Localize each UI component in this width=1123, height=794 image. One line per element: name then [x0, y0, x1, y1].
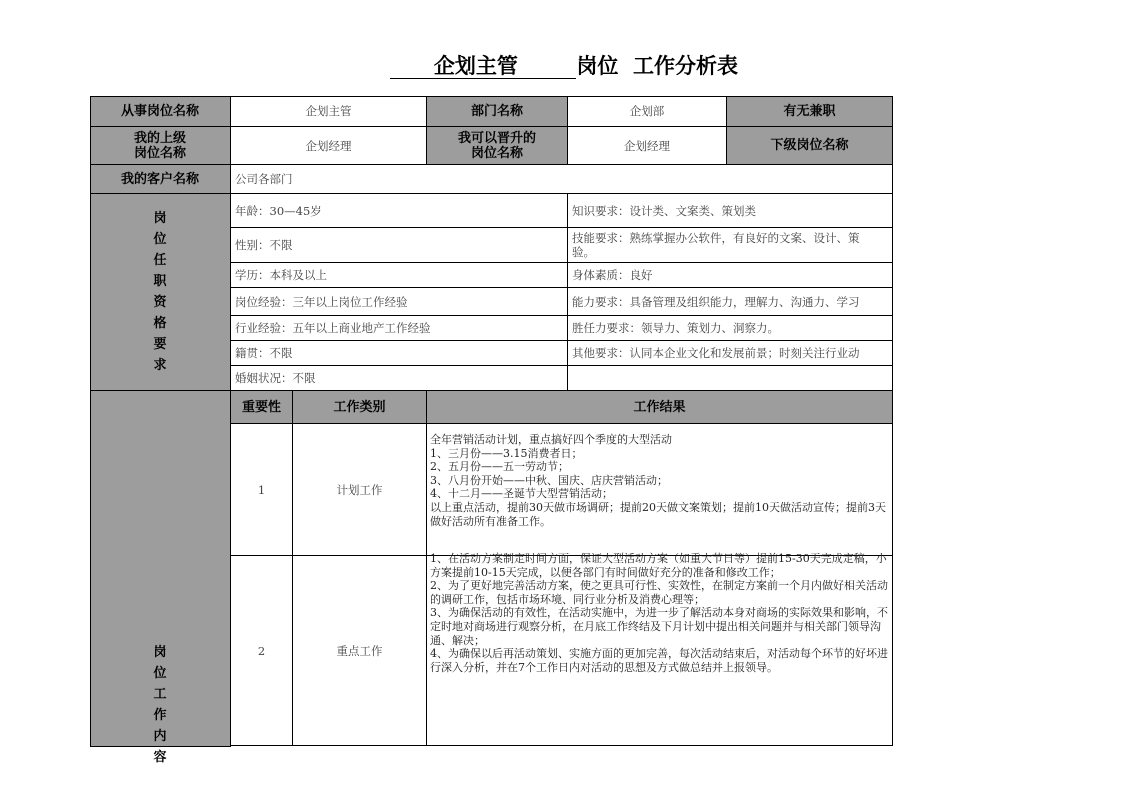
section-label-char: 岗 — [153, 211, 167, 226]
qualification-left-item[interactable]: 行业经验：五年以上商业地产工作经验 — [231, 316, 568, 341]
position-name-label: 从事岗位名称 — [90, 96, 231, 127]
row-2-importance[interactable]: 2 — [231, 556, 293, 746]
qualification-right-item[interactable] — [568, 366, 893, 391]
analysis-table — [90, 96, 893, 765]
qualification-right-item[interactable]: 知识要求：设计类、文案类、策划类 — [568, 194, 893, 228]
position-name-value[interactable]: 企划主管 — [231, 96, 427, 127]
qualification-left-item[interactable]: 婚姻状况：不限 — [231, 366, 568, 391]
qualification-right-item[interactable]: 其他要求：认同本企业文化和发展前景；时刻关注行业动 — [568, 341, 893, 366]
qualification-right-item[interactable]: 技能要求：熟练掌握办公软件，有良好的文案、设计、策 验。 — [568, 228, 893, 263]
qualification-left-item[interactable]: 岗位经验：三年以上岗位工作经验 — [231, 288, 568, 316]
client-label: 我的客户名称 — [90, 165, 231, 194]
qualification-left-item[interactable]: 籍贯：不限 — [231, 341, 568, 366]
qualification-right-item[interactable]: 胜任力要求：领导力、策划力、洞察力。 — [568, 316, 893, 341]
section-label-char: 资 — [153, 295, 167, 310]
title-role: 企划主管 — [433, 54, 518, 78]
section-label-char: 岗 — [153, 645, 167, 660]
row-1-importance[interactable]: 1 — [231, 424, 293, 556]
qualification-section-label — [90, 194, 231, 391]
concurrent-label: 有无兼职 — [727, 96, 893, 127]
qualification-left-item[interactable]: 学历：本科及以上 — [231, 263, 568, 288]
row-1-result[interactable]: 全年营销活动计划，重点搞好四个季度的大型活动 1、三月份——3.15消费者日； 2、五月份——五一劳动节； 3、八月份开始——中秋、国庆、店庆营销活动； 4、十二月——圣诞节大型营销活动； 以上重点活动，提前30天做市场调研；提前20天做文案策划；提前10天做活动宣传；提前3天做好活动所有准备工作。 — [427, 424, 893, 556]
section-label-char: 求 — [153, 358, 167, 373]
work-section-label — [90, 391, 231, 765]
section-label-char: 容 — [153, 750, 167, 765]
category-header: 工作类别 — [293, 391, 427, 424]
department-label: 部门名称 — [427, 96, 568, 127]
section-label-char: 格 — [153, 316, 167, 331]
department-value[interactable]: 企划部 — [568, 96, 727, 127]
title-suffix: 岗位 工作分析表 — [576, 54, 738, 78]
qualification-right-item[interactable]: 能力要求：具备管理及组织能力，理解力、沟通力、学习 — [568, 288, 893, 316]
result-header: 工作结果 — [427, 391, 893, 424]
section-label-char: 位 — [153, 232, 167, 247]
section-label-char: 位 — [153, 666, 167, 681]
page-title — [390, 50, 770, 80]
qualification-right-item[interactable]: 身体素质：良好 — [568, 263, 893, 288]
section-label-char: 内 — [153, 729, 167, 744]
section-label-char: 作 — [153, 708, 167, 723]
qualification-left-item[interactable]: 性别：不限 — [231, 228, 568, 263]
superior-value[interactable]: 企划经理 — [231, 127, 427, 165]
section-label-char: 要 — [153, 337, 167, 352]
qualification-left-item[interactable]: 年龄：30—45岁 — [231, 194, 568, 228]
row-1-category[interactable]: 计划工作 — [293, 424, 427, 556]
section-label-char: 工 — [153, 687, 167, 702]
superior-label: 我的上级 岗位名称 — [90, 127, 231, 165]
promote-value[interactable]: 企划经理 — [568, 127, 727, 165]
row-2-result[interactable]: 1、在活动方案制定时间方面，保证大型活动方案（如重大节日等）提前15-30天完成定稿，小方案提前10-15天完成，以便各部门有时间做好充分的准备和修改工作； 2、为了更好地完善活动方案，使之更具可行性、实效性，在制定方案前一个月内做好相关活动的调研工作，包括市场环境、同行业分析及消费心理等； 3、为确保活动的有效性，在活动实施中，为进一步了解活动本身对商场的实际效果和影响，不定时地对商场进行观察分析，在月底工作终结及下月计划中提出相关问题并与相关部门领导沟通、解决； 4、为确保以后再活动策划、实施方面的更加完善，每次活动结束后，对活动每个环节的好坏进行深入分析，并在7个工作日内对活动的思想及方式做总结并上报领导。 — [427, 552, 893, 746]
promote-label: 我可以晋升的 岗位名称 — [427, 127, 568, 165]
importance-header: 重要性 — [231, 391, 293, 424]
section-label-char: 任 — [153, 253, 167, 268]
subordinate-label: 下级岗位名称 — [727, 127, 893, 165]
client-value[interactable]: 公司各部门 — [231, 165, 893, 194]
section-label-char: 职 — [153, 274, 167, 289]
row-2-category[interactable]: 重点工作 — [293, 556, 427, 746]
